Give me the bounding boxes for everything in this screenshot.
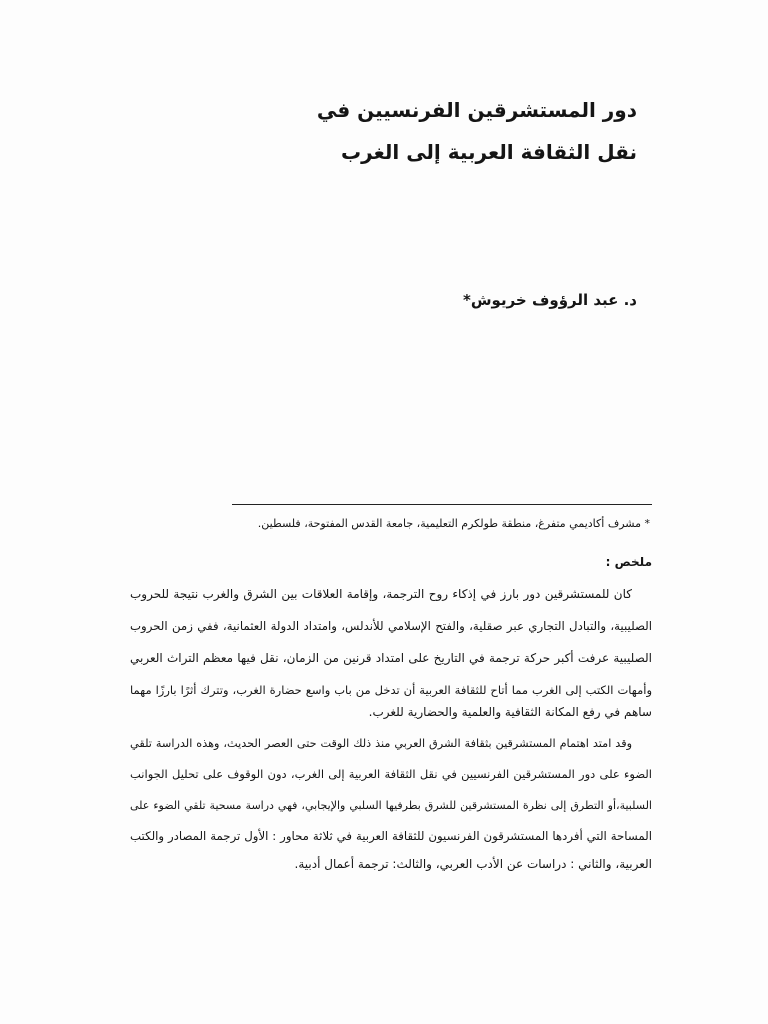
paragraph-line: الصليبية عرفت أكبر حركة ترجمة في التاريخ على امتداد قرنين من الزمان، نقل فيها معظم التراث العربي <box>130 651 652 665</box>
abstract-heading: ملخص : <box>605 555 652 569</box>
footnote-divider <box>232 504 652 505</box>
abstract-paragraph <box>130 728 652 880</box>
footnote-text: * مشرف أكاديمي متفرغ، منطقة طولكرم التعليمية، جامعة القدس المفتوحة، فلسطين. <box>257 517 650 530</box>
author-name: د. عبد الرؤوف خريوش* <box>463 291 637 309</box>
paragraph-line: كان للمستشرقين دور بارز في إذكاء روح الترجمة، وإقامة العلاقات بين الشرق والغرب نتيجة للحروب <box>130 587 632 601</box>
title-line: دور المستشرقين الفرنسيين في <box>316 98 637 122</box>
abstract-paragraph <box>130 578 652 728</box>
paragraph-line: وقد امتد اهتمام المستشرقين بثقافة الشرق العربي منذ ذلك الوقت حتى العصر الحديث، وهذه الدراسة تلقي <box>130 737 632 750</box>
paragraph-line: ساهم في رفع المكانة الثقافية والعلمية والحضارية للغرب. <box>368 705 652 719</box>
page-title <box>117 89 637 173</box>
paragraph-line: وأمهات الكتب إلى الغرب مما أتاح للثقافة العربية أن تدخل من باب واسع حضارة الغرب، وتترك أثرًا بارزًا مهما <box>130 683 652 697</box>
paragraph-line: الصليبية، والتبادل التجاري عبر صقلية، والفتح الإسلامي للأندلس، وامتداد الدولة العثمانية، ففي زمن الحروب <box>130 619 652 633</box>
paragraph-line: الضوء على دور المستشرقين الفرنسيين في نقل الثقافة العربية إلى الغرب، دون الوقوف على تحليل الجوانب <box>130 767 652 781</box>
title-line: نقل الثقافة العربية إلى الغرب <box>341 140 637 164</box>
paragraph-line: العربية، والثاني : دراسات عن الأدب العربي، والثالث: ترجمة أعمال أدبية. <box>294 857 652 871</box>
paragraph-line: المساحة التي أفردها المستشرقون الفرنسيون للثقافة العربية في ثلاثة محاور : الأول ترجمة المصادر والكتب <box>130 829 652 843</box>
paragraph-line: السلبية،أو التطرق إلى نظرة المستشرقين للشرق بطرفيها السلبي والإيجابي، فهي دراسة مسحية تلقي الضوء على <box>130 799 652 812</box>
